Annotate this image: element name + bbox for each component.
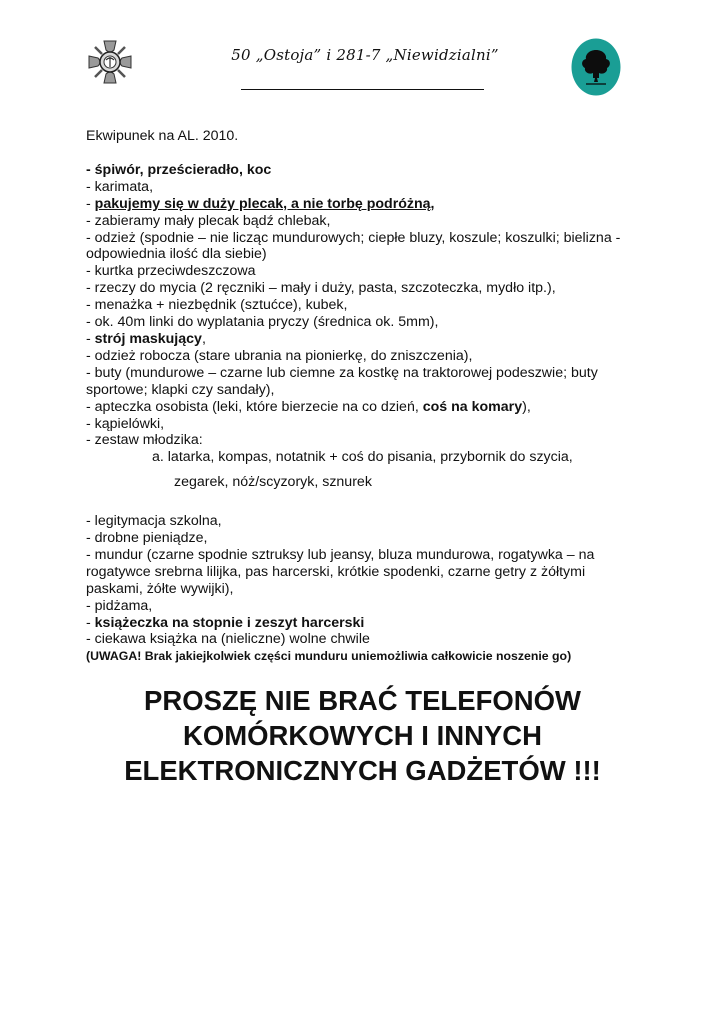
- list-item: - apteczka osobista (leki, które bierzecie na co dzień, coś na komary),: [86, 398, 531, 415]
- list-item: rogatywce srebrna lilijka, pas harcerski, krótkie spodenki, czarne getry z żółtymi: [86, 563, 586, 580]
- list-item: odpowiednia ilość dla siebie): [86, 246, 267, 263]
- list-item: - karimata,: [86, 178, 154, 195]
- list-item: - odzież (spodnie – nie licząc mundurowych; ciepłe bluzy, koszule; koszulki; bielizna -: [86, 229, 621, 246]
- list-heading: Ekwipunek na AL. 2010.: [86, 128, 239, 144]
- list-item: - drobne pieniądze,: [86, 530, 208, 547]
- header-underline: [241, 89, 484, 90]
- emphasis-text: pakujemy się w duży plecak, a nie torbę podróżną: [94, 195, 431, 212]
- list-item: - śpiwór, prześcieradło, koc: [86, 161, 272, 178]
- list-item: - mundur (czarne spodnie sztruksy lub jeansy, bluza mundurowa, rogatywka – na: [86, 546, 595, 563]
- list-item: - rzeczy do mycia (2 ręczniki – mały i duży, pasta, szczoteczka, mydło itp.),: [86, 280, 556, 297]
- tree-logo: [571, 38, 621, 96]
- scout-cross-logo: [87, 39, 133, 85]
- list-item: - menażka + niezbędnik (sztućce), kubek,: [86, 297, 348, 314]
- list-item: - strój maskujący,: [86, 330, 206, 347]
- notice-line: PROSZĘ NIE BRAĆ TELEFONÓW: [144, 685, 581, 716]
- uniform-warning: (UWAGA! Brak jakiejkolwiek części munduru uniemożliwia całkowicie noszenie go): [86, 649, 572, 664]
- list-item: - zestaw młodzika:: [86, 432, 203, 449]
- notice-line: KOMÓRKOWYCH I INNYCH: [182, 720, 543, 751]
- emphasis-text: strój maskujący: [94, 330, 202, 347]
- list-item: - legitymacja szkolna,: [86, 513, 222, 530]
- list-item: - ok. 40m linki do wyplatania pryczy (średnica ok. 5mm),: [86, 314, 439, 331]
- header-title: 50 „Ostoja” i 281-7 „Niewidzialni”: [231, 46, 499, 64]
- notice-line: ELEKTRONICZNYCH GADŻETÓW !!!: [124, 755, 601, 786]
- list-item: sportowe; klapki czy sandały),: [86, 381, 275, 398]
- list-item: - pidżama,: [86, 597, 153, 614]
- emphasis-text: coś na komary: [422, 398, 523, 415]
- sub-list-item: a. latarka, kompas, notatnik + coś do pisania, przybornik do szycia,: [152, 449, 573, 466]
- list-item: paskami, żółte wywijki),: [86, 580, 234, 597]
- spacer: [86, 491, 646, 513]
- list-item: - książeczka na stopnie i zeszyt harcerski: [86, 614, 365, 631]
- list-item: - ciekawa książka na (nieliczne) wolne chwile: [86, 631, 370, 648]
- list-item: - zabieramy mały plecak bądź chlebak,: [86, 212, 331, 229]
- equipment-list: [86, 128, 646, 664]
- list-item: - odzież robocza (stare ubrania na pionierkę, do zniszczenia),: [86, 347, 473, 364]
- list-item: - kurtka przeciwdeszczowa: [86, 263, 256, 280]
- list-item: - pakujemy się w duży plecak, a nie torbę podróżną,: [86, 195, 435, 212]
- list-item: - kąpielówki,: [86, 415, 165, 432]
- emphasis-text: książeczka na stopnie i zeszyt harcerski: [94, 614, 365, 631]
- sub-list-item: zegarek, nóż/scyzoryk, sznurek: [174, 474, 372, 491]
- phone-ban-notice: [70, 683, 655, 788]
- list-item: - buty (mundurowe – czarne lub ciemne za kostkę na traktorowej podeszwie; buty: [86, 364, 598, 381]
